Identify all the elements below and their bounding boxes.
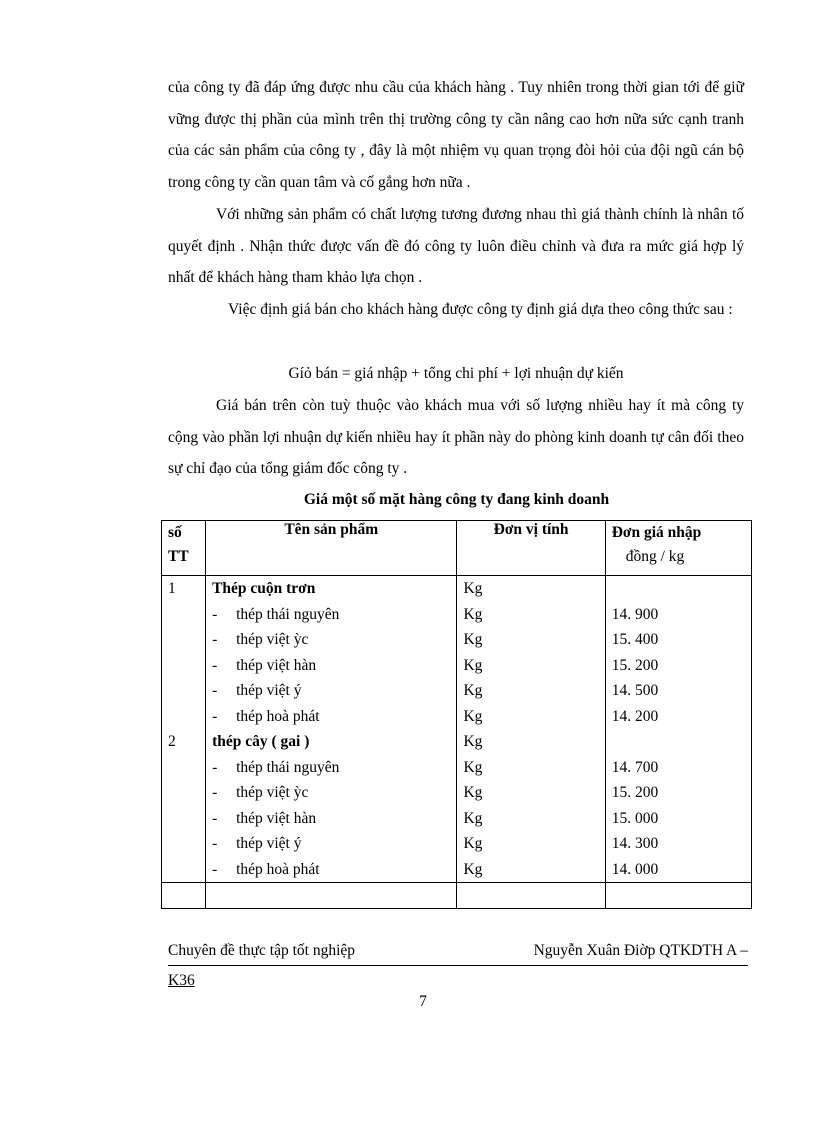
cell-no — [162, 653, 206, 679]
cell-no — [162, 780, 206, 806]
cell-no: 2 — [162, 729, 206, 755]
cell-name — [206, 806, 457, 832]
cell-name: Thép cuộn trơn — [206, 576, 457, 602]
cell-name — [206, 678, 457, 704]
list-dash: - — [212, 809, 218, 827]
cell-unit: Kg — [457, 729, 605, 755]
paragraph-3: Việc định giá bán cho khách hàng được công ty định giá dựa theo công thức sau : — [228, 301, 733, 318]
cell-no — [162, 857, 206, 883]
cell-name — [206, 704, 457, 730]
paragraph-2: Với những sản phẩm có chất lượng tương đương nhau thì giá thành chính là nhân tố quyết định . Nhận thức được vấn đề đó công ty luôn điều chỉnh và đưa ra mức giá hợp lý nhất để khách hàng tham khảo lựa chọn . — [168, 206, 744, 286]
cell-price: 15. 000 — [605, 806, 751, 832]
table-empty-row — [162, 883, 752, 909]
header-no-line2: TT — [168, 548, 189, 565]
cell-no — [162, 602, 206, 628]
table-row — [162, 678, 752, 704]
table-body — [162, 576, 752, 909]
list-dash: - — [212, 682, 218, 699]
footer-line — [168, 936, 748, 966]
cell-unit: Kg — [457, 857, 605, 883]
cell-price — [605, 729, 751, 755]
product-name: thép hoà phát — [236, 860, 320, 878]
cell-no — [162, 755, 206, 781]
cell-price: 15. 400 — [605, 627, 751, 653]
table-row — [162, 831, 752, 857]
cell-price: 14. 300 — [605, 831, 751, 857]
cell-price: 14. 700 — [605, 755, 751, 781]
product-name: thép thái nguyên — [236, 605, 340, 623]
empty-cell — [206, 883, 457, 909]
list-dash: - — [212, 758, 218, 776]
product-name: thép việt ỳc — [236, 784, 309, 801]
product-name: thép việt ỳc — [236, 631, 309, 648]
table-header-row — [162, 521, 752, 576]
footer-line-2 — [168, 966, 748, 995]
product-name: thép việt ý — [236, 682, 302, 699]
list-dash: - — [212, 784, 218, 801]
cell-unit: Kg — [457, 627, 605, 653]
cell-name — [206, 780, 457, 806]
header-name: Tên sản phẩm — [206, 521, 457, 576]
table-row — [162, 576, 752, 602]
list-dash: - — [212, 860, 218, 878]
cell-no: 1 — [162, 576, 206, 602]
cell-unit: Kg — [457, 806, 605, 832]
table-row — [162, 627, 752, 653]
cell-name — [206, 602, 457, 628]
product-name: thép thái nguyên — [236, 758, 340, 776]
table-row — [162, 729, 752, 755]
cell-name — [206, 653, 457, 679]
cell-name — [206, 831, 457, 857]
cell-name — [206, 857, 457, 883]
paragraph-1: của công ty đã đáp ứng được nhu cầu của khách hàng . Tuy nhiên trong thời gian tới để giữ vững được thị phần của mình trên thị trường công ty cần nâng cao hơn nữa sức cạnh tranh của các sản phẩm của công ty , đây là một nhiệm vụ quan trọng đòi hỏi của đội ngũ cán bộ trong công ty cần quan tâm và cố gắng hơn nữa . — [168, 79, 744, 191]
footer-line2-text: K36 — [168, 972, 195, 989]
header-no — [162, 521, 206, 576]
price-table — [161, 520, 752, 909]
cell-no — [162, 627, 206, 653]
footer-right: Nguyễn Xuân Điờp QTKDTH A – — [533, 942, 748, 959]
cell-no — [162, 806, 206, 832]
table-row — [162, 602, 752, 628]
paragraph-4: Giá bán trên còn tuỳ thuộc vào khách mua với số lượng nhiều hay ít mà công ty cộng vào phần lợi nhuận dự kiến nhiều hay ít phần này do phòng kinh doanh tự cân đối theo sự chỉ đạo của tổng giám đốc công ty . — [168, 397, 744, 477]
table-row — [162, 806, 752, 832]
product-name: thép hoà phát — [236, 707, 320, 725]
cell-unit: Kg — [457, 653, 605, 679]
product-name: thép việt hàn — [236, 656, 317, 674]
header-unit: Đơn vị tính — [457, 521, 605, 576]
price-formula: Gíỏ bán = giá nhập + tổng chi phí + lợi nhuận dự kiến — [288, 365, 624, 382]
cell-price: 15. 200 — [605, 780, 751, 806]
footer-left: Chuyên đề thực tập tốt nghiệp — [168, 942, 356, 959]
page-footer — [168, 936, 748, 995]
page-number: 7 — [419, 993, 427, 1010]
product-name: thép việt hàn — [236, 809, 317, 827]
list-dash: - — [212, 605, 218, 623]
cell-unit: Kg — [457, 831, 605, 857]
cell-no — [162, 678, 206, 704]
cell-price: 14. 000 — [605, 857, 751, 883]
header-price — [605, 521, 751, 576]
cell-unit: Kg — [457, 755, 605, 781]
table-row — [162, 780, 752, 806]
table-row — [162, 653, 752, 679]
list-dash: - — [212, 707, 218, 725]
cell-price: 14. 500 — [605, 678, 751, 704]
cell-unit: Kg — [457, 602, 605, 628]
cell-no — [162, 831, 206, 857]
list-dash: - — [212, 631, 218, 648]
cell-unit: Kg — [457, 678, 605, 704]
empty-cell — [162, 883, 206, 909]
list-dash: - — [212, 656, 218, 674]
table-row — [162, 704, 752, 730]
table-row — [162, 755, 752, 781]
cell-name — [206, 627, 457, 653]
cell-price: 14. 200 — [605, 704, 751, 730]
cell-unit: Kg — [457, 780, 605, 806]
header-price-line2: đồng / kg — [625, 548, 685, 565]
table-caption: Giá một số mặt hàng công ty đang kinh doanh — [303, 491, 610, 508]
table-row — [162, 857, 752, 883]
cell-name: thép cây ( gai ) — [206, 729, 457, 755]
cell-price — [605, 576, 751, 602]
list-dash: - — [212, 835, 218, 852]
cell-name — [206, 755, 457, 781]
cell-price: 14. 900 — [605, 602, 751, 628]
empty-cell — [457, 883, 605, 909]
cell-price: 15. 200 — [605, 653, 751, 679]
cell-unit: Kg — [457, 576, 605, 602]
header-price-line1: Đơn giá nhập — [611, 524, 702, 541]
product-name: thép việt ý — [236, 835, 302, 852]
header-no-line1: số — [168, 524, 182, 541]
cell-no — [162, 704, 206, 730]
cell-unit: Kg — [457, 704, 605, 730]
empty-cell — [605, 883, 751, 909]
